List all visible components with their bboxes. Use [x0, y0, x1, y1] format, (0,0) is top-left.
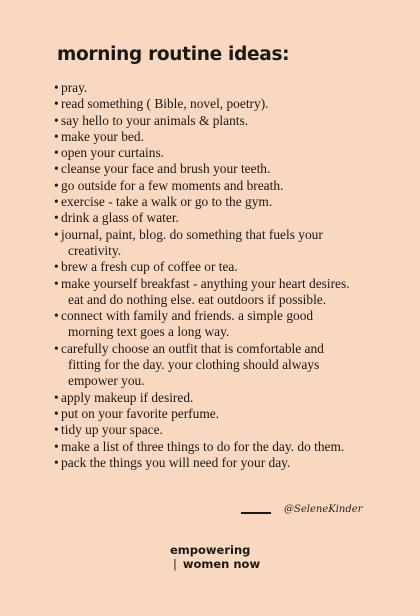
list-item-line: • carefully choose an outfit that is comfortable and	[61, 340, 324, 356]
list-item-line: creativity.	[68, 242, 122, 258]
list-item	[54, 178, 384, 194]
list-item	[54, 129, 384, 145]
list-item-line: empower you.	[68, 373, 145, 389]
list-item	[54, 113, 384, 129]
list-item	[54, 341, 384, 390]
signature: @SeleneKinder	[284, 504, 363, 515]
list-item-line: eat and do nothing else. eat outdoors if possible.	[68, 291, 327, 307]
brand-line-2-row	[170, 557, 260, 571]
list-item-line: • tidy up your space.	[61, 422, 163, 438]
list-item-line: • make a list of three things to do for the day. do them.	[61, 438, 345, 454]
list-item-line: • read something ( Bible, novel, poetry).	[61, 96, 269, 112]
brand-line-1: empowering	[170, 543, 251, 557]
list-item-line: • exercise - take a walk or go to the gym.	[61, 194, 273, 210]
list-item	[54, 455, 384, 471]
list-item-line: • pray.	[61, 80, 88, 95]
brand-line-2: women now	[182, 557, 261, 571]
list-item-line: fitting for the day. your clothing should always	[68, 357, 320, 373]
list-item-line: • apply makeup if desired.	[61, 389, 194, 405]
brand-separator: |	[173, 557, 177, 571]
list-item	[54, 390, 384, 406]
list-item	[54, 145, 384, 161]
routine-list	[54, 80, 384, 471]
list-item-line: • put on your favorite perfume.	[61, 405, 220, 421]
list-item-line: • pack the things you will need for your day.	[61, 454, 291, 470]
list-item	[54, 422, 384, 438]
signature-divider	[241, 512, 271, 514]
list-item	[54, 227, 384, 260]
list-item-line: • open your curtains.	[61, 145, 165, 161]
list-item-line: • go outside for a few moments and breath.	[61, 177, 284, 193]
list-item-line: • make yourself breakfast - anything your heart desires.	[61, 275, 350, 291]
list-item-line: • drink a glass of water.	[61, 210, 179, 226]
list-item	[54, 194, 384, 210]
list-item-line: • connect with family and friends. a simple good	[61, 308, 314, 324]
list-item-line: • make your bed.	[61, 128, 144, 144]
list-item-line: morning text goes a long way.	[68, 324, 230, 340]
list-item-line: • say hello to your animals & plants.	[61, 112, 249, 128]
list-item-line: • journal, paint, blog. do something that fuels your	[61, 226, 323, 242]
list-item	[54, 210, 384, 226]
list-item-line: • brew a fresh cup of coffee or tea.	[61, 259, 238, 275]
list-item	[54, 80, 384, 96]
page-title: morning routine ideas:	[57, 44, 290, 65]
list-item	[54, 406, 384, 422]
list-item	[54, 259, 384, 275]
list-item-line: • cleanse your face and brush your teeth.	[61, 161, 271, 177]
brand-logo	[170, 543, 260, 571]
list-item	[54, 276, 384, 309]
list-item	[54, 439, 384, 455]
list-item	[54, 161, 384, 177]
list-item	[54, 308, 384, 341]
list-item	[54, 96, 384, 112]
